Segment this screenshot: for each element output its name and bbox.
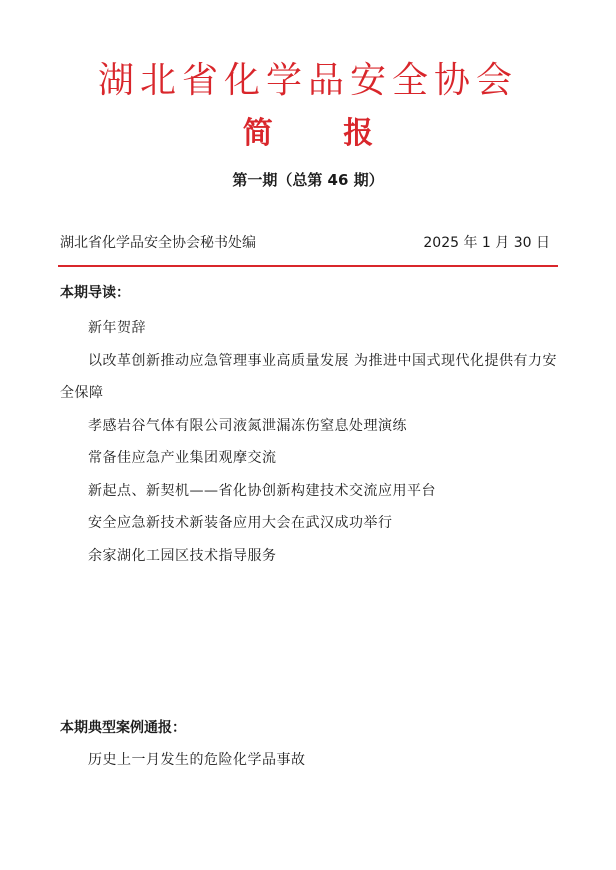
contents-item-visit: 常备佳应急产业集团观摩交流 <box>88 450 277 466</box>
contents-heading: 本期导读： <box>60 285 130 301</box>
contents-item-reform: 以改革创新推动应急管理事业高质量发展 为推进中国式现代化提供有力安全保障 <box>60 352 557 401</box>
contents-item-conference: 安全应急新技术新装备应用大会在武汉成功举行 <box>88 515 393 531</box>
red-divider <box>58 265 558 267</box>
cases-heading: 本期典型案例通报： <box>60 720 186 736</box>
editor-line: 湖北省化学品安全协会秘书处编 <box>60 235 256 251</box>
organization-title: 湖北省化学品安全协会 <box>97 60 518 101</box>
contents-item-drill: 孝感岩谷气体有限公司液氮泄漏冻伤窒息处理演练 <box>88 417 407 434</box>
contents-list <box>60 312 560 572</box>
contents-item-guidance: 余家湖化工园区技术指导服务 <box>88 547 277 564</box>
case-item: 历史上一月发生的危险化学品事故 <box>88 752 306 768</box>
contents-item-new-year: 新年贺辞 <box>88 320 146 336</box>
brief-title: 简 报 <box>242 116 404 151</box>
issue-number: 第一期（总第 46 期） <box>232 171 384 189</box>
contents-item-platform: 新起点、新契机——省化协创新构建技术交流应用平台 <box>88 482 436 499</box>
publication-date: 2025 年 1 月 30 日 <box>423 235 550 251</box>
